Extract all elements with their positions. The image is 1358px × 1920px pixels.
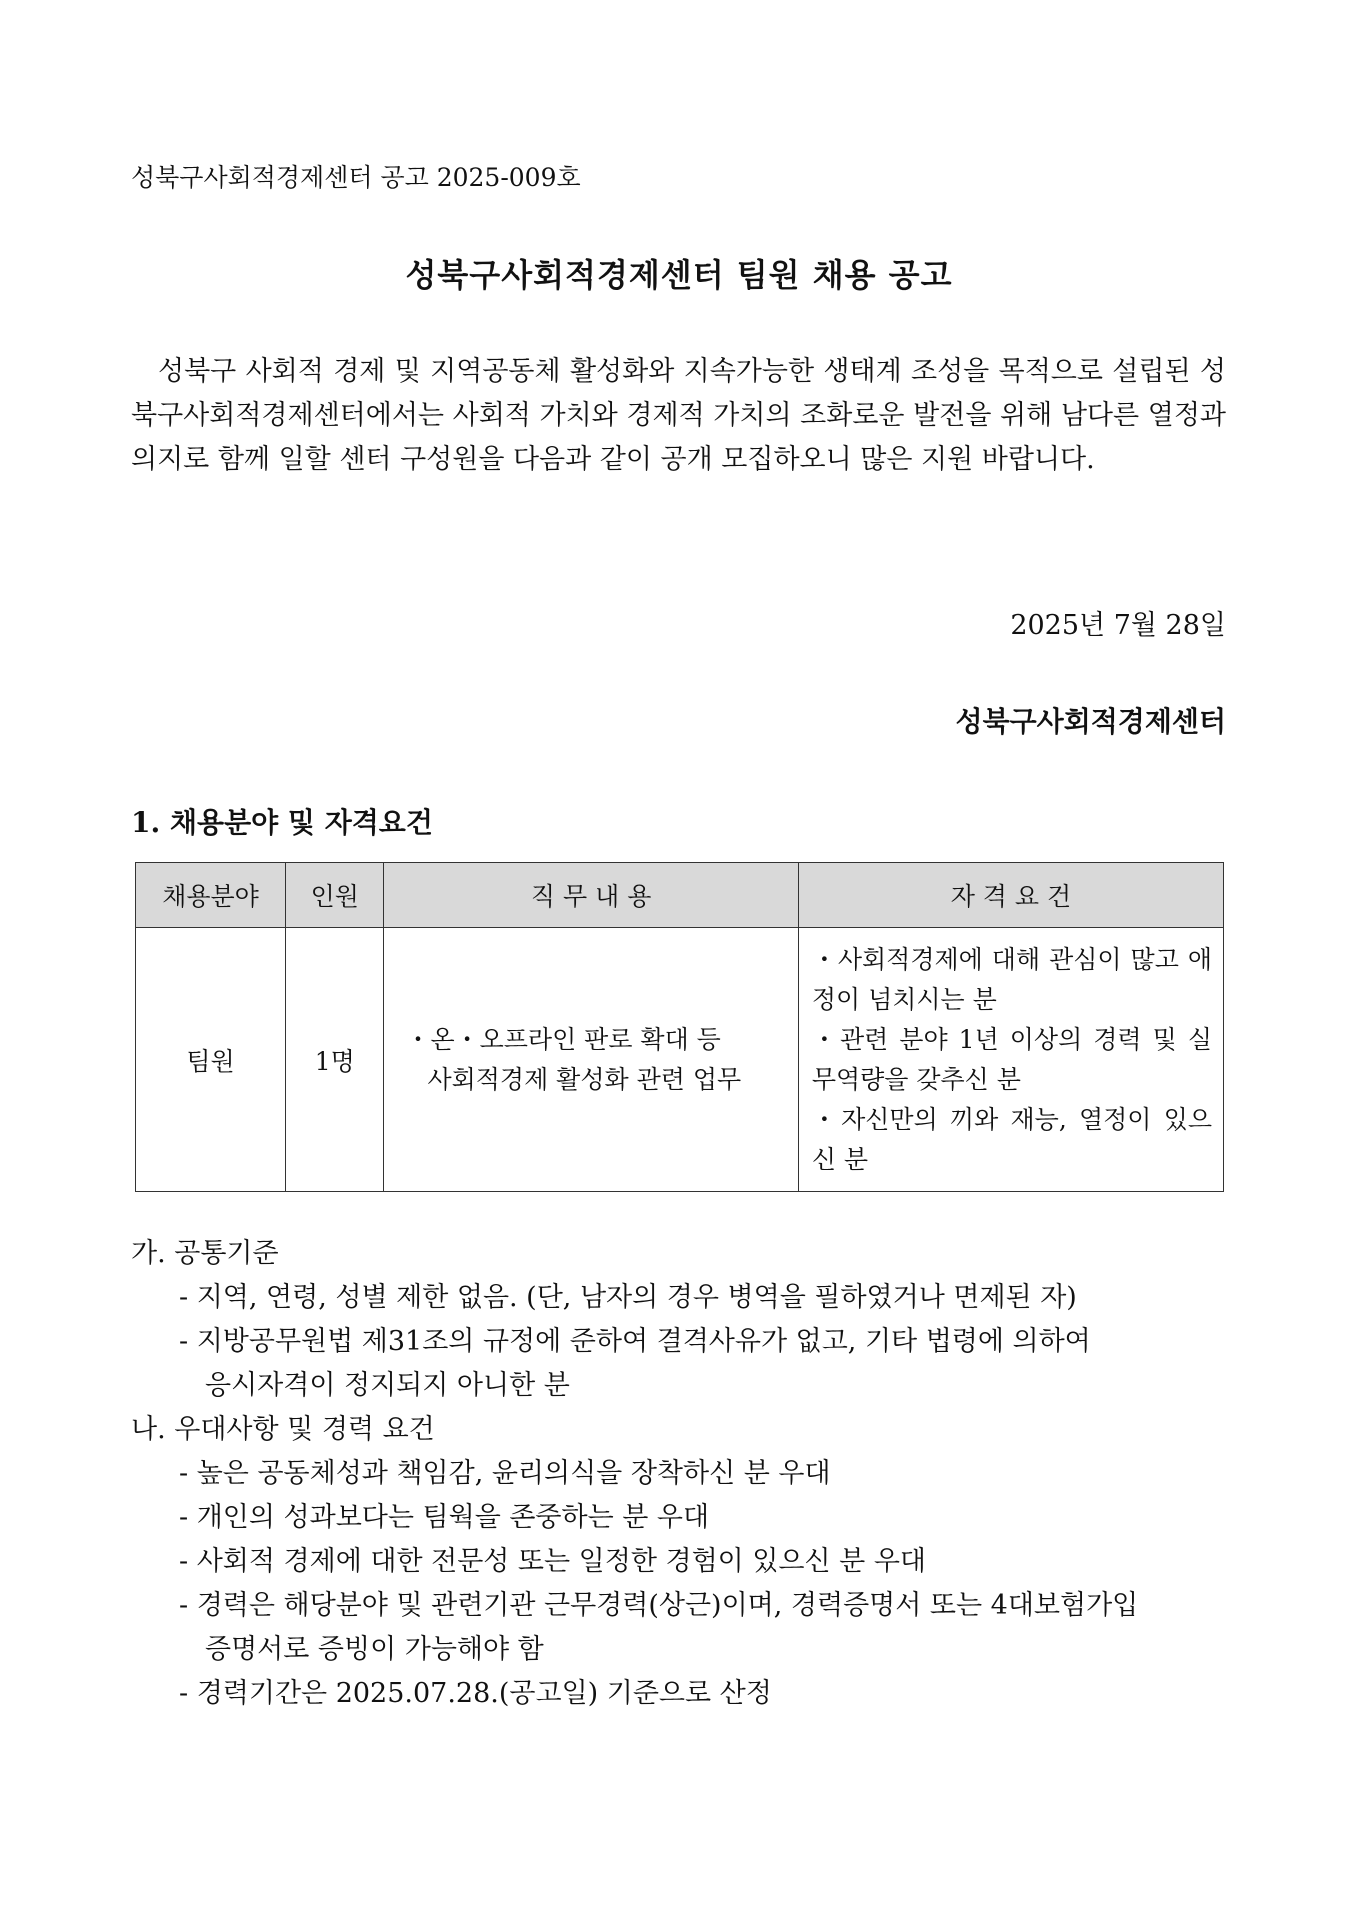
list-item: - 지방공무원법 제31조의 규정에 준하여 결격사유가 없고, 기타 법령에 의하여 xyxy=(179,1326,1091,1357)
organization-name: 성북구사회적경제센터 xyxy=(955,705,1226,738)
duty-line: ・온・오프라인 판로 확대 등 xyxy=(405,1024,721,1054)
header-field: 채용분야 xyxy=(136,863,286,928)
header-duties: 직 무 내 용 xyxy=(384,863,798,928)
list-item: - 개인의 성과보다는 팀웍을 존중하는 분 우대 xyxy=(179,1502,710,1533)
qualification-item: ・관련 분야 1년 이상의 경력 및 실무역량을 갖추신 분 xyxy=(811,1024,1212,1094)
intro-text: 성북구 사회적 경제 및 지역공동체 활성화와 지속가능한 생태계 조성을 목적으로 설립된 성북구사회적경제센터에서는 사회적 가치와 경제적 가치의 조화로운 발전을 위해 남다른 열정과 의지로 함께 일할 센터 구성원을 다음과 같이 공개 모집하오니 많은 지원 바랍니다. xyxy=(131,356,1226,475)
cell-duties xyxy=(384,928,798,1192)
qualification-item: ・사회적경제에 대해 관심이 많고 애정이 넘치시는 분 xyxy=(811,944,1212,1014)
intro-paragraph xyxy=(131,350,1226,482)
table-row xyxy=(136,928,1224,1192)
section-heading-recruitment: 1. 채용분야 및 자격요건 xyxy=(131,806,433,839)
list-item-continuation: 증명서로 증빙이 가능해야 함 xyxy=(205,1634,544,1665)
notice-number: 성북구사회적경제센터 공고 2025-009호 xyxy=(131,163,581,192)
list-item-continuation: 응시자격이 정지되지 아니한 분 xyxy=(205,1370,570,1401)
header-qualifications: 자 격 요 건 xyxy=(798,863,1223,928)
header-count: 인원 xyxy=(286,863,384,928)
qualification-item: ・자신만의 끼와 재능, 열정이 있으신 분 xyxy=(811,1104,1212,1174)
list-item: - 지역, 연령, 성별 제한 없음. (단, 남자의 경우 병역을 필하였거나 면제된 자) xyxy=(179,1282,1077,1313)
recruitment-table xyxy=(135,862,1224,1192)
cell-qualifications xyxy=(798,928,1223,1192)
cell-count: 1명 xyxy=(286,928,384,1192)
list-item: - 사회적 경제에 대한 전문성 또는 일정한 경험이 있으신 분 우대 xyxy=(179,1546,926,1577)
page-title: 성북구사회적경제센터 팀원 채용 공고 xyxy=(405,256,953,294)
table-header-row xyxy=(136,863,1224,928)
common-criteria-heading: 가. 공통기준 xyxy=(131,1238,279,1269)
duty-line: 사회적경제 활성화 관련 업무 xyxy=(427,1064,742,1094)
list-item: - 경력기간은 2025.07.28.(공고일) 기준으로 산정 xyxy=(179,1678,772,1709)
list-item: - 높은 공동체성과 책임감, 윤리의식을 장착하신 분 우대 xyxy=(179,1458,831,1489)
preferences-heading: 나. 우대사항 및 경력 요건 xyxy=(131,1414,435,1445)
list-item: - 경력은 해당분야 및 관련기관 근무경력(상근)이며, 경력증명서 또는 4대보험가입 xyxy=(179,1590,1139,1621)
criteria-section xyxy=(131,1232,1231,1716)
cell-field: 팀원 xyxy=(136,928,286,1192)
announcement-date: 2025년 7월 28일 xyxy=(1010,610,1226,641)
